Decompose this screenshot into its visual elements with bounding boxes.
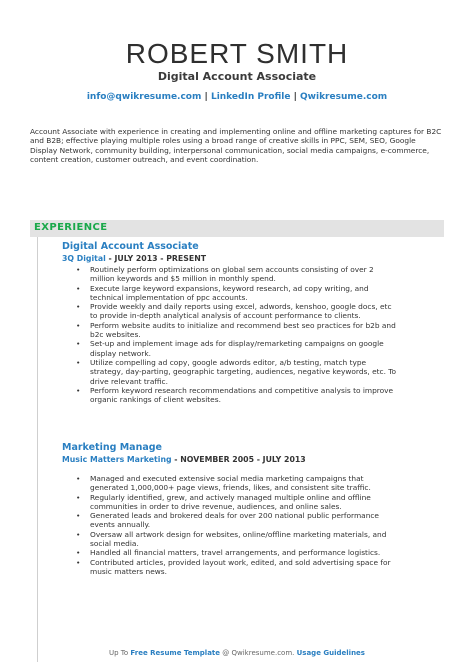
job-company: Music Matters Marketing bbox=[62, 455, 172, 464]
contact-separator: | bbox=[293, 92, 297, 102]
free-resume-template-link[interactable]: Free Resume Template bbox=[130, 649, 221, 657]
linkedin-link[interactable]: LinkedIn Profile bbox=[210, 92, 291, 102]
contact-line bbox=[0, 92, 474, 102]
candidate-name: ROBERT SMITH bbox=[125, 38, 349, 69]
list-item: • Contributed articles, provided layout work, edited, and sold advertising space for music matters news. bbox=[76, 558, 400, 577]
list-item: • Oversaw all artwork design for websites, online/offline marketing materials, and social media. bbox=[76, 530, 400, 549]
list-item: • Execute large keyword expansions, keyword research, ad copy writing, and technical implementation of ppc accounts. bbox=[76, 284, 400, 303]
footer bbox=[0, 649, 474, 657]
footer-prefix: Up To bbox=[109, 649, 129, 657]
list-item: • Set-up and implement image ads for display/remarketing campaigns on google display network. bbox=[76, 339, 400, 358]
contact-separator: | bbox=[204, 92, 208, 102]
job-company: 3Q Digital bbox=[62, 254, 106, 263]
list-item: • Utilize compelling ad copy, google adwords editor, a/b testing, match type strategy, day-parting, geographic targeting, audiences, negative keywords, etc. To drive relevant traffic. bbox=[76, 358, 400, 386]
timeline-line bbox=[37, 237, 38, 662]
job-bullets bbox=[76, 474, 400, 576]
candidate-title: Digital Account Associate bbox=[157, 70, 317, 83]
list-item: • Managed and executed extensive social media marketing campaigns that generated 1,000,000+ page views, friends, likes, and consistent site traffic. bbox=[76, 474, 400, 493]
job-dates: - JULY 2013 - PRESENT bbox=[105, 254, 207, 263]
list-item: • Generated leads and brokered deals for over 200 national public performance events annually. bbox=[76, 511, 400, 530]
list-item: • Perform keyword research recommendations and competitive analysis to improve organic rankings of client websites. bbox=[76, 386, 400, 405]
footer-middle: @ Qwikresume.com. bbox=[222, 649, 295, 657]
list-item: • Perform website audits to initialize and recommend best seo practices for b2b and b2c websites. bbox=[76, 321, 400, 340]
job-dates: - NOVEMBER 2005 - JULY 2013 bbox=[171, 455, 306, 464]
email-link[interactable]: info@qwikresume.com bbox=[86, 92, 202, 102]
job-meta bbox=[62, 455, 306, 464]
job-title: Marketing Manage bbox=[62, 442, 163, 453]
list-item: • Regularly identified, grew, and actively managed multiple online and offline communities in order to drive revenue, audiences, and online sales. bbox=[76, 493, 400, 512]
list-item: • Routinely perform optimizations on global sem accounts consisting of over 2 million keywords and $5 million in monthly spend. bbox=[76, 265, 400, 284]
list-item: • Handled all financial matters, travel arrangements, and performance logistics. bbox=[76, 548, 400, 557]
job-meta bbox=[62, 254, 206, 263]
website-link[interactable]: Qwikresume.com bbox=[300, 92, 388, 102]
job-title: Digital Account Associate bbox=[62, 241, 199, 252]
summary-paragraph: Account Associate with experience in creating and implementing online and offline marketing captures for B2C and B2B; effective playing multiple roles using a broad range of creative skills in PPC, SEM, SEO, Google Display Network, community building, interpersonal communication, social media campaigns, e-commerce, content creation, customer outreach, and event coordination. bbox=[30, 127, 442, 164]
usage-guidelines-link[interactable]: Usage Guidelines bbox=[296, 649, 365, 657]
experience-heading: EXPERIENCE bbox=[34, 222, 108, 233]
list-item: • Provide weekly and daily reports using excel, adwords, kenshoo, google docs, etc to provide in-depth analytical analysis of account performance to clients. bbox=[76, 302, 400, 321]
job-bullets bbox=[76, 265, 400, 404]
